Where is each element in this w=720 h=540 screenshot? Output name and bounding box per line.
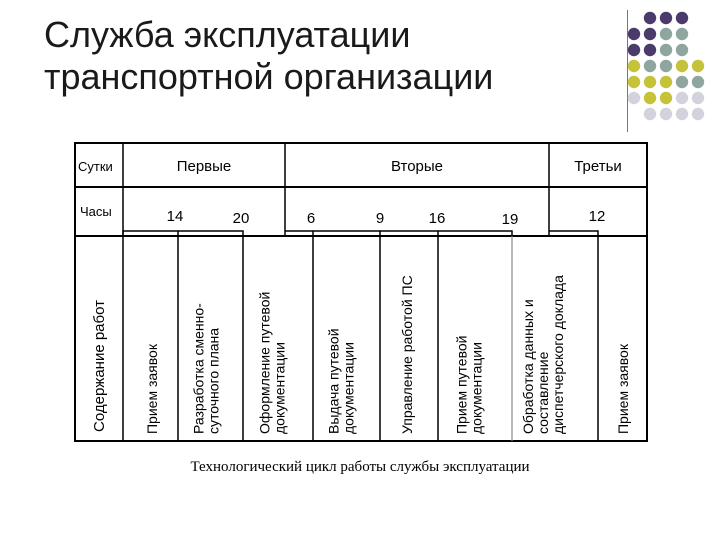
activity-waybill-preparation-line-1: Оформление путевой bbox=[256, 291, 273, 434]
activity-applications-intake-1-line-1: Прием заявок bbox=[144, 344, 160, 434]
content-row-label: Содержание работ bbox=[91, 300, 108, 432]
hour-label-14: 14 bbox=[166, 208, 184, 225]
activity-waybill-issue-line-1: Выдача путевой bbox=[325, 328, 342, 434]
activity-labels bbox=[144, 275, 631, 434]
hour-label-16: 16 bbox=[428, 210, 446, 227]
diagram-caption: Технологический цикл работы службы эксплуатации bbox=[190, 459, 530, 475]
activity-rolling-stock-management-line-1: Управление работой ПС bbox=[399, 275, 415, 434]
hour-label-6: 6 bbox=[306, 210, 316, 227]
activity-dispatch-report-line-1: Обработка данных и bbox=[520, 299, 536, 434]
day-label-second: Вторые bbox=[390, 158, 444, 175]
day-label-third: Третьи bbox=[574, 158, 622, 175]
title-line-1: Служба эксплуатации bbox=[44, 14, 411, 55]
activity-dispatch-report-line-2: составление bbox=[535, 351, 551, 434]
hours-row-label: Часы bbox=[80, 204, 112, 219]
day-label-first: Первые bbox=[176, 158, 232, 175]
activity-shift-plan-line-1: Разработка сменно- bbox=[190, 303, 207, 434]
activity-applications-intake-2-line-1: Прием заявок bbox=[615, 344, 631, 434]
title-line-2: транспортной организации bbox=[44, 56, 494, 97]
hour-label-20: 20 bbox=[232, 210, 250, 227]
activity-waybill-preparation-line-2: документации bbox=[271, 342, 288, 434]
activity-waybill-acceptance-line-2: документации bbox=[468, 342, 485, 434]
activity-waybill-issue-line-2: документации bbox=[340, 342, 357, 434]
hour-label-19: 19 bbox=[501, 211, 519, 228]
activity-shift-plan-line-2: суточного плана bbox=[205, 327, 222, 434]
activity-waybill-acceptance-line-1: Прием путевой bbox=[453, 335, 470, 434]
activity-dispatch-report-line-3: диспетчерского доклада bbox=[550, 275, 566, 434]
hour-label-9: 9 bbox=[375, 210, 385, 227]
day-row-label: Сутки bbox=[78, 159, 113, 174]
hour-label-12: 12 bbox=[588, 208, 606, 225]
